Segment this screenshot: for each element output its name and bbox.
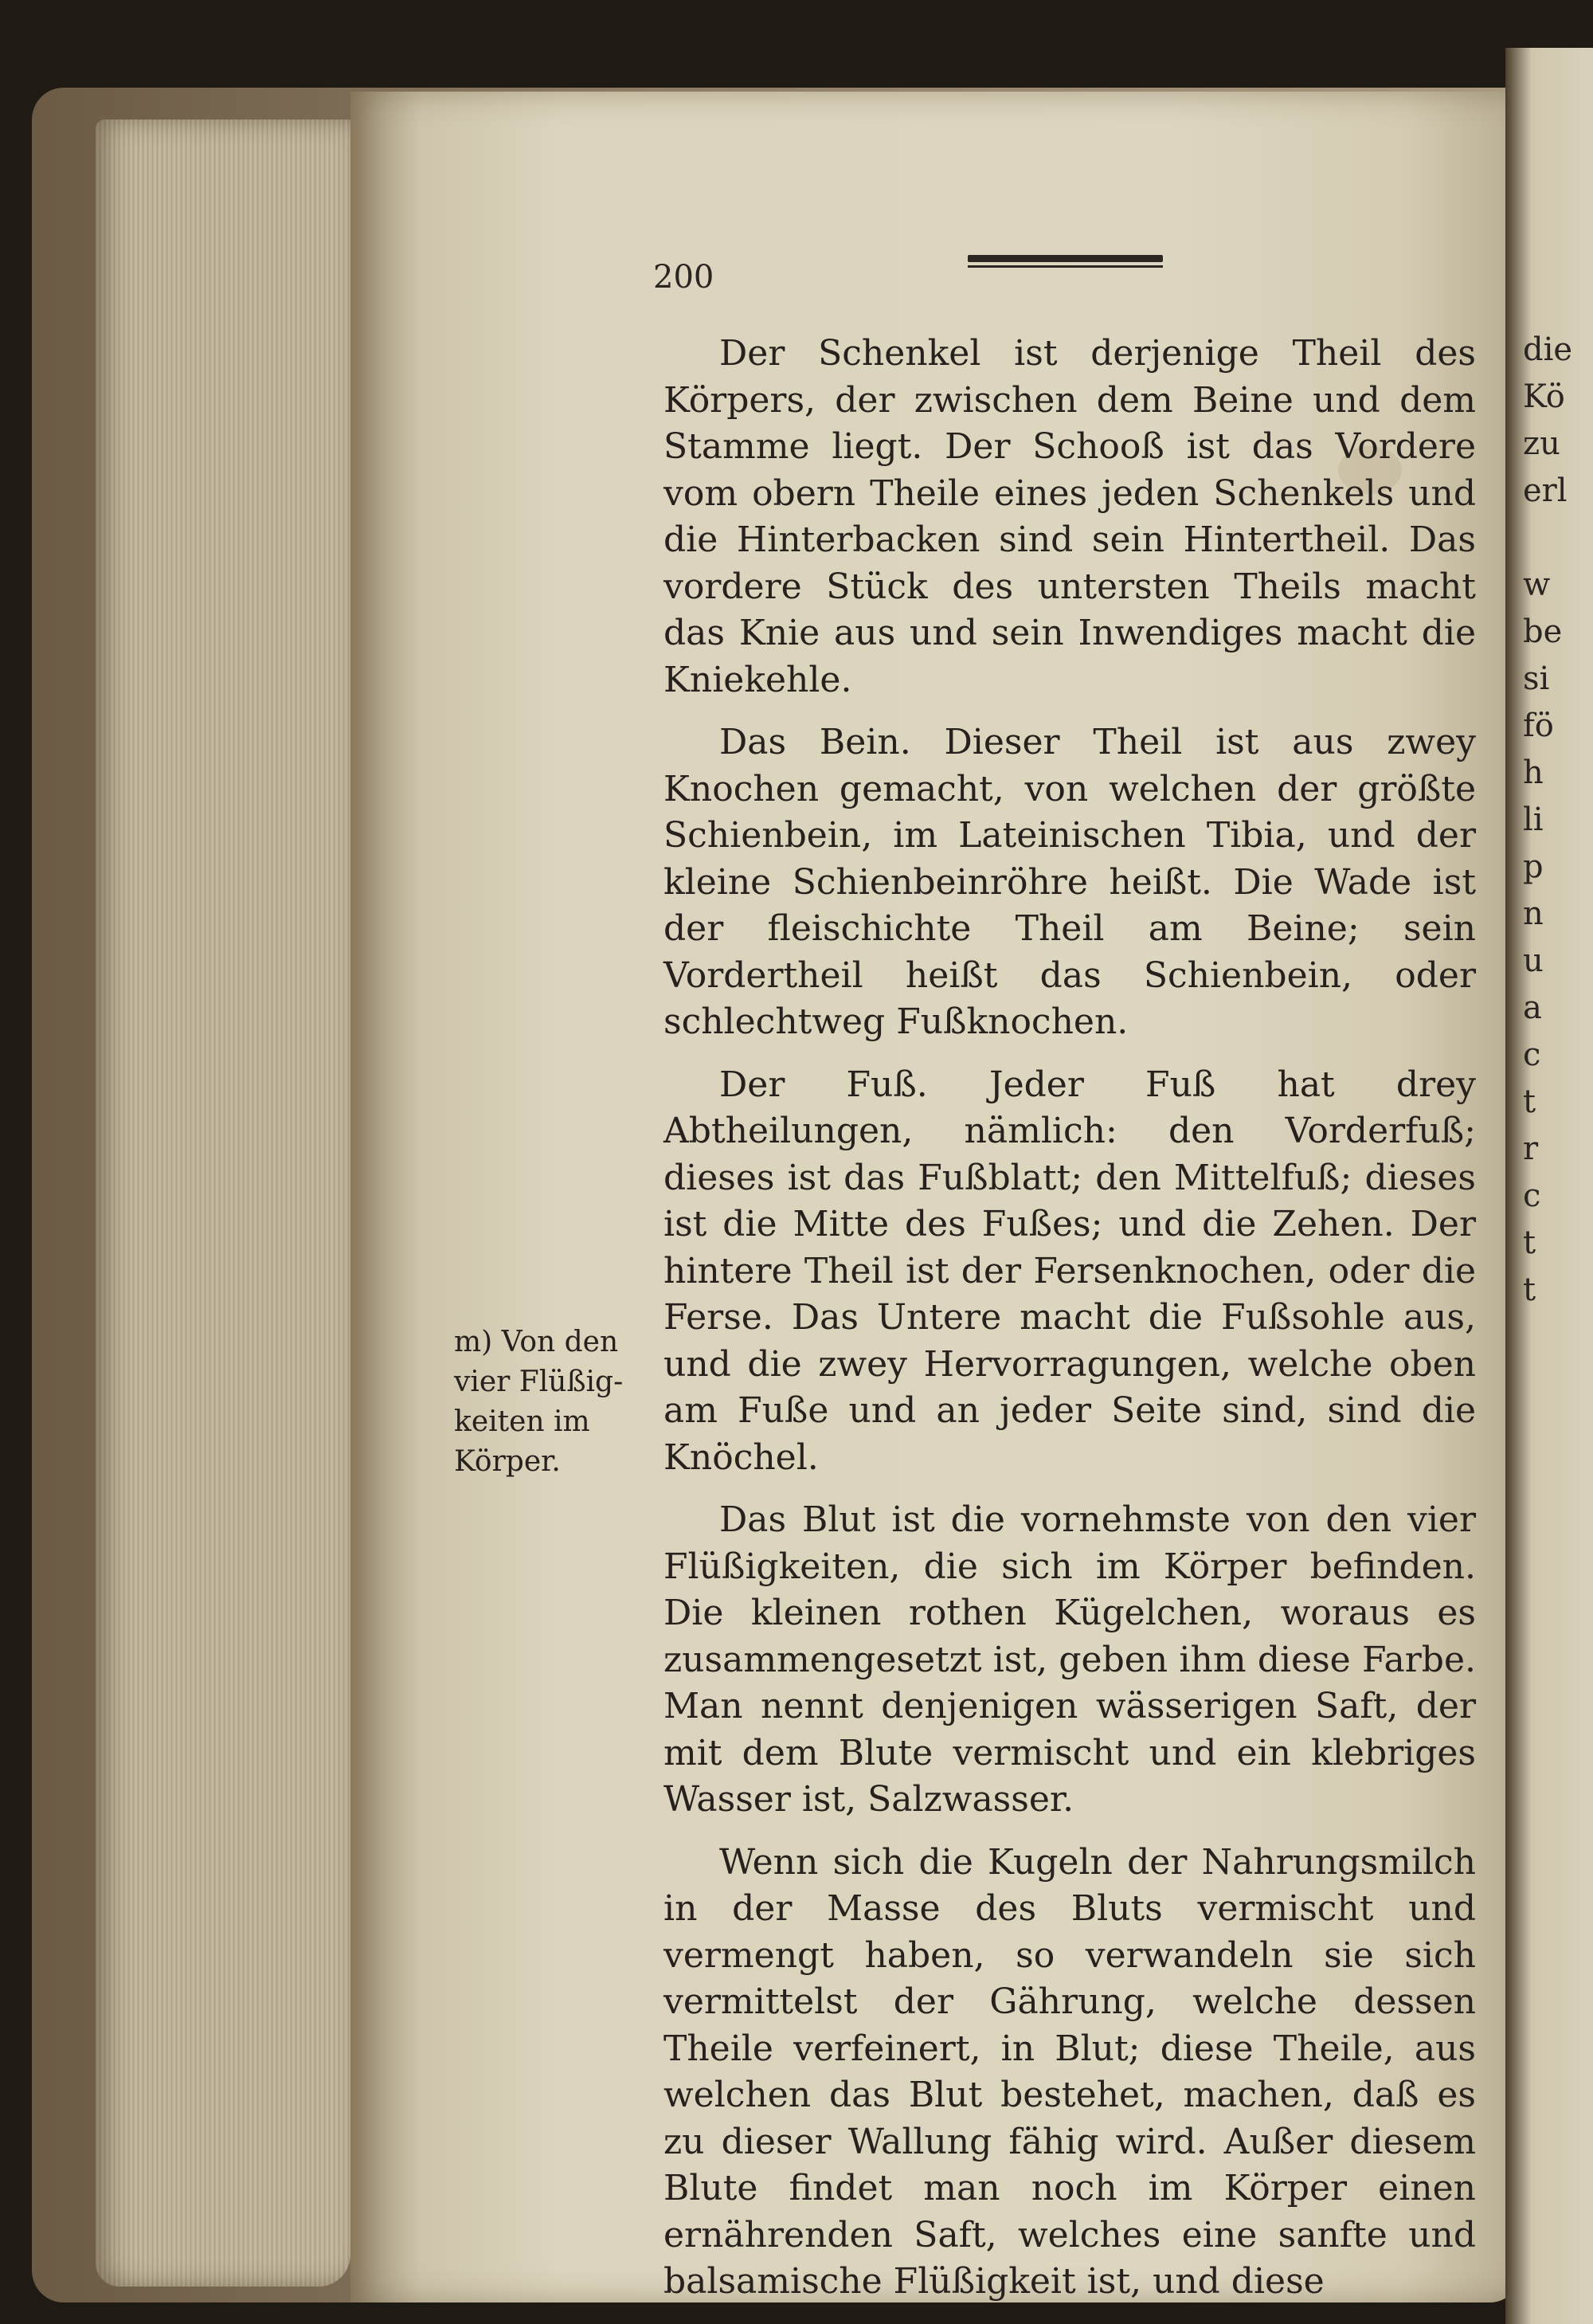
facing-line: erl [1523,472,1568,509]
facing-line: be [1523,613,1563,650]
facing-line: si [1523,660,1550,697]
marginal-line: m) Von den [454,1326,619,1358]
facing-line: h [1523,754,1544,791]
facing-line: c [1523,1037,1541,1073]
facing-line: r [1523,1131,1539,1167]
facing-line: a [1523,990,1542,1026]
facing-line: t [1523,1272,1536,1308]
facing-line: p [1523,848,1544,885]
facing-line: u [1523,943,1544,979]
marginal-line: Körper. [454,1445,561,1478]
paragraph-blut: Das Blut ist die vornehmste von den vier Flüßigkeiten, die sich im Körper befinden. Die kleinen rothen Kügelchen, woraus es zusammengesetzt ist, geben ihm diese Farbe. Man nennt denjenigen wässerigen Saft, der mit dem Blute vermischt und ein klebriges Wasser ist, Salzwasser. [663,1499,1476,1820]
body-text [663,331,1476,2322]
facing-line: die [1523,331,1573,368]
paragraph-bein: Das Bein. Dieser Theil ist aus zwey Knochen gemacht, von welchen der größte Schienbein, im Lateinischen Tibia, und der kleine Schienbeinröhre heißt. Die Wade ist der fleischichte Theil am Beine; sein Vordertheil heißt das Schienbein, oder schlechtweg Fußknochen. [663,722,1476,1042]
marginal-line: keiten im [454,1405,590,1438]
paragraph-nahrungsmilch: Wenn sich die Kugeln der Nahrungsmilch in der Masse des Bluts vermischt und vermengt haben, so verwandeln sie sich vermittelst der Gährung, welche dessen Theile verfeinert, in Blut; diese Theile, aus welchen das Blut bestehet, machen, daß es zu dieser Wallung fähig wird. Außer diesem Blute findet man noch im Körper einen ernährenden Saft, welches eine sanfte und balsamische Flüßigkeit ist, und diese [663,1841,1476,2302]
facing-page-text [1523,327,1593,1314]
marginal-note [454,1323,669,1482]
facing-line: c [1523,1178,1541,1214]
page-number: 200 [653,259,714,296]
header-rule [968,255,1163,269]
facing-line: fö [1523,707,1554,744]
paragraph-schenkel: Der Schenkel ist derjenige Theil des Körpers, der zwischen dem Beine und dem Stamme liegt. Der Schooß ist das Vordere vom obern Theile eines jeden Schenkels und die Hinterbacken sind sein Hintertheil. Das vordere Stück des untersten Theils macht das Knie aus und sein Inwendiges macht die Kniekehle. [663,333,1476,700]
page-fore-edge [96,120,350,2287]
facing-line: n [1523,896,1544,932]
facing-line: t [1523,1084,1536,1120]
paragraph-fuss: Der Fuß. Jeder Fuß hat drey Abtheilungen, nämlich: den Vorderfuß; dieses ist das Fußblatt; den Mittelfuß; dieses ist die Mitte des Fußes; und die Zehen. Der hintere Theil ist der Fersenknochen, oder die Ferse. Das Untere macht die Fußsohle aus, und die zwey Hervorragungen, welche oben am Fuße und an jeder Seite sind, sind die Knöchel. [663,1064,1476,1478]
facing-line [1523,515,1593,562]
facing-line: t [1523,1225,1536,1261]
marginal-line: vier Flüßig- [454,1366,624,1398]
facing-line: zu [1523,425,1560,462]
facing-line: li [1523,801,1544,838]
facing-line: Kö [1523,378,1565,415]
facing-line: w [1523,566,1551,603]
